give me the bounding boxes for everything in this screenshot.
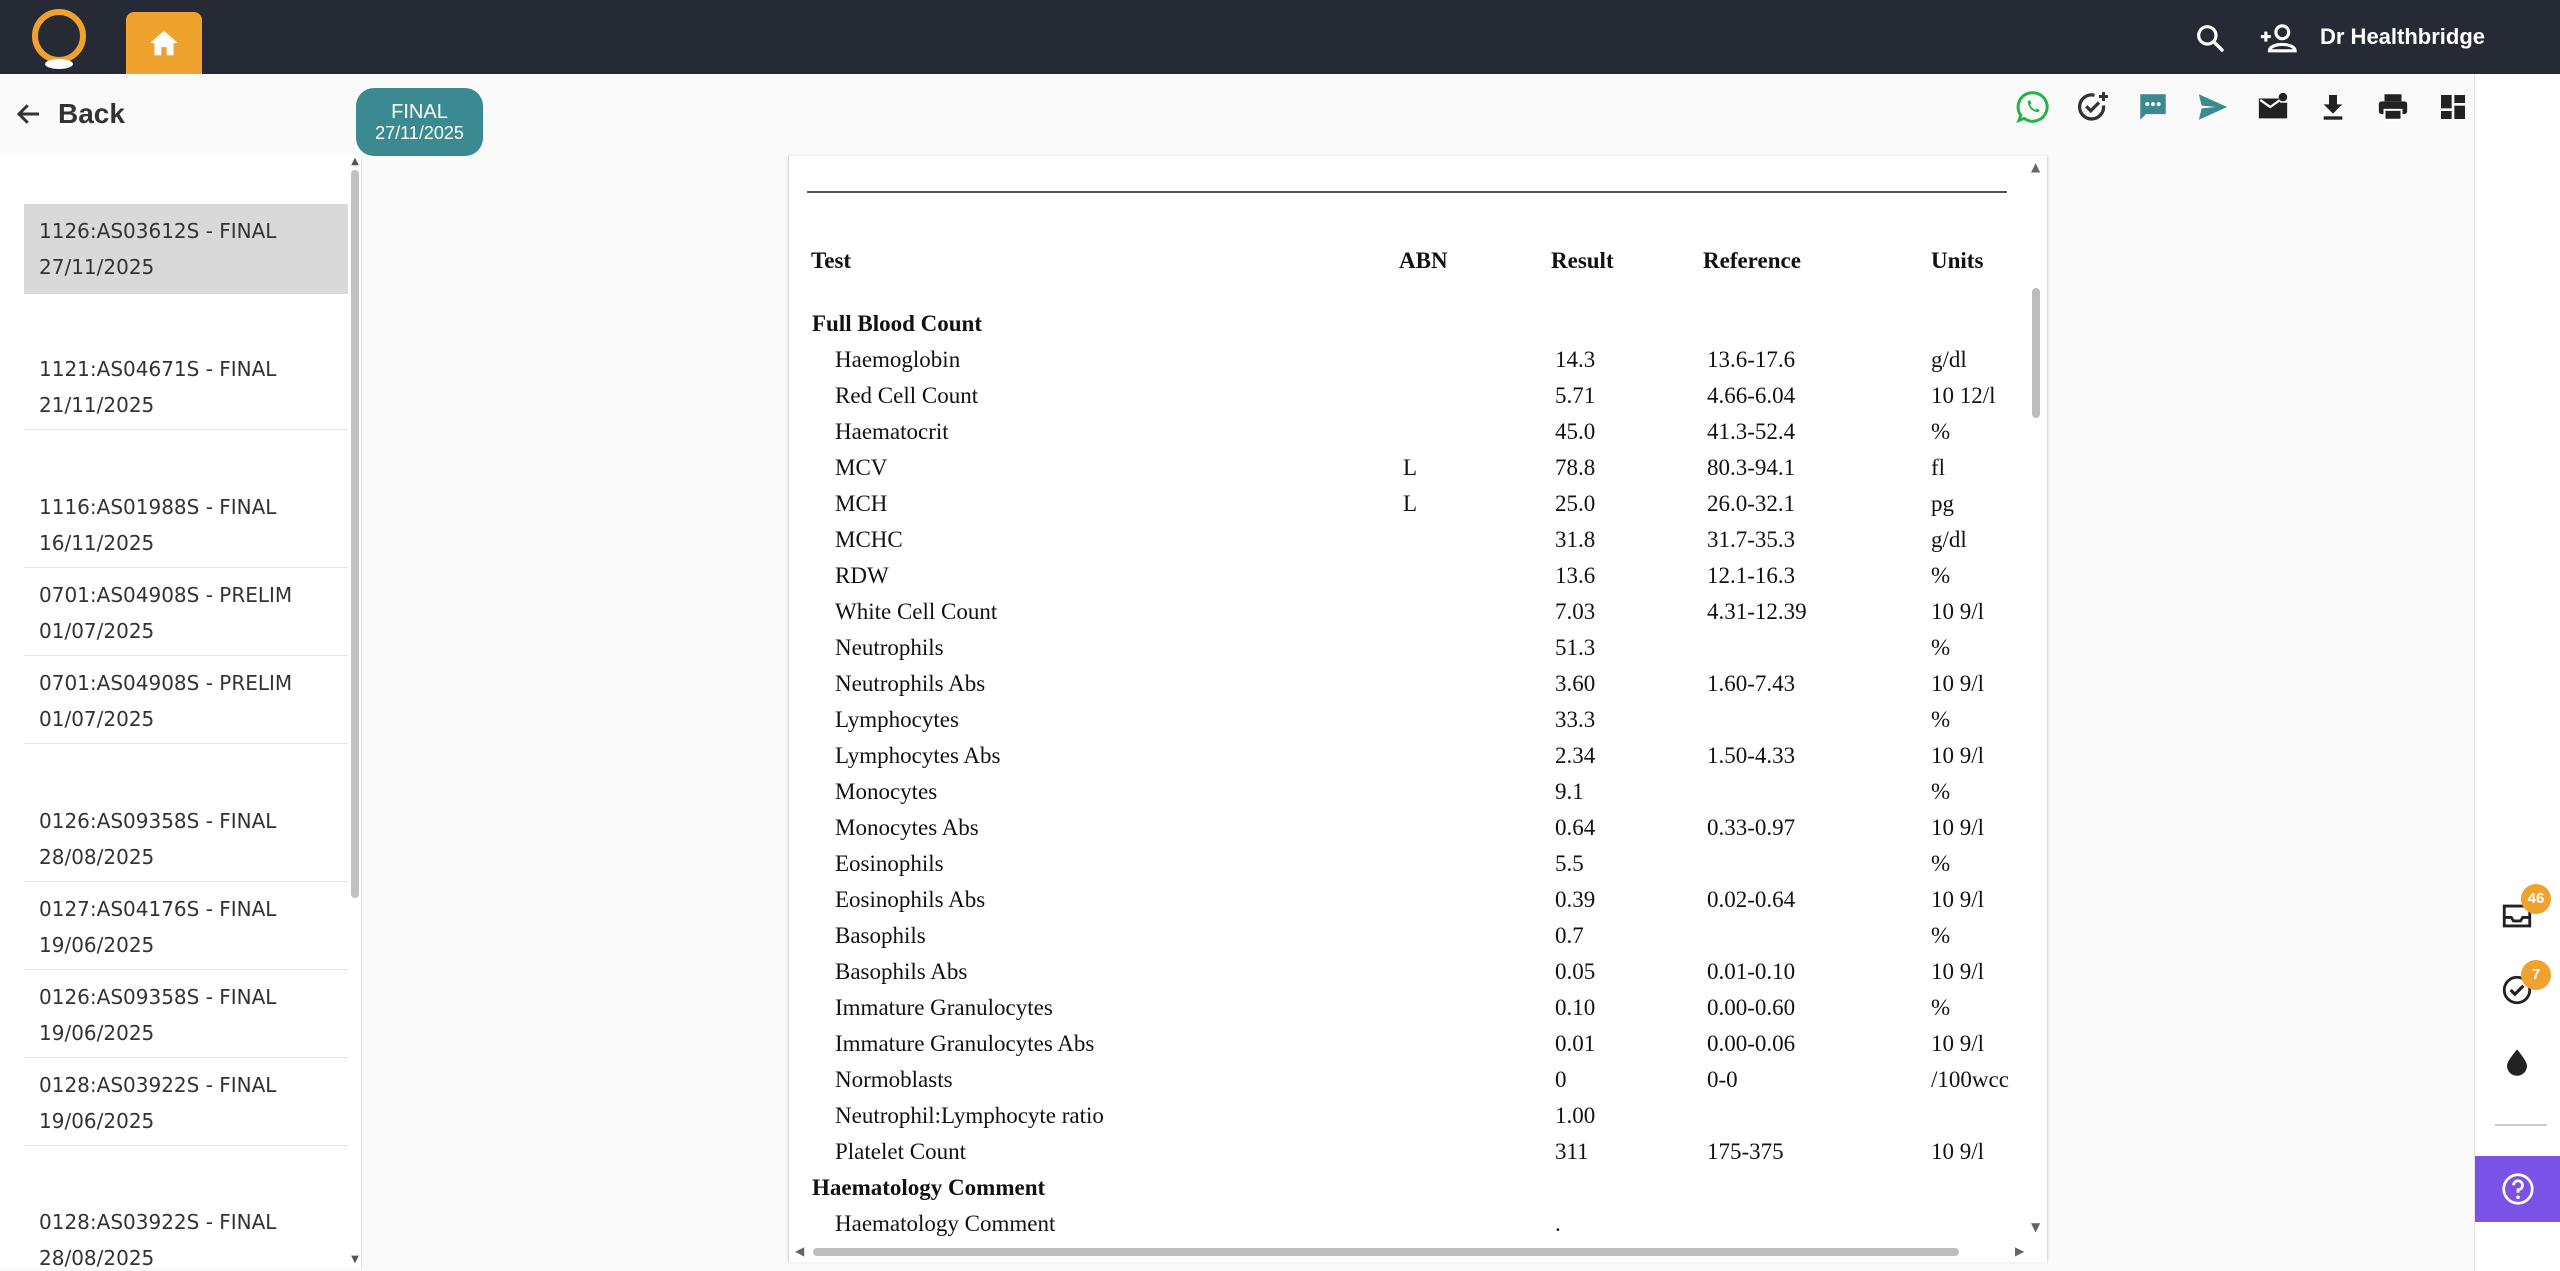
- item-title: 0701:AS04908S - PRELIM: [39, 671, 293, 695]
- status-date: 27/11/2025: [375, 123, 464, 143]
- cell-test: Eosinophils: [835, 851, 944, 876]
- column-header-abn: ABN: [1399, 248, 1448, 273]
- cell-test: Lymphocytes: [835, 707, 959, 732]
- item-date: 21/11/2025: [39, 393, 155, 417]
- list-item[interactable]: [24, 568, 348, 656]
- cell-reference: 4.31-12.39: [1707, 599, 1807, 624]
- list-item[interactable]: [24, 480, 348, 568]
- table-row: [789, 347, 2019, 383]
- dashboard-icon: [2437, 91, 2469, 123]
- item-date: 01/07/2025: [39, 707, 155, 731]
- table-row: [789, 1103, 2019, 1139]
- cell-units: fl: [1931, 455, 1946, 480]
- cell-result: 0.64: [1555, 815, 1596, 840]
- item-date: 28/08/2025: [39, 845, 155, 869]
- item-title: 0128:AS03922S - FINAL: [39, 1210, 277, 1234]
- table-row: [789, 959, 2019, 995]
- cell-result: 0.39: [1555, 887, 1596, 912]
- send-button[interactable]: [2184, 88, 2242, 126]
- cell-result: 0.05: [1555, 959, 1596, 984]
- cell-test: Haematocrit: [835, 419, 949, 444]
- scroll-left-arrow-icon[interactable]: ◀: [795, 1244, 805, 1258]
- cell-units: %: [1931, 635, 1951, 660]
- cell-result: 31.8: [1555, 527, 1596, 552]
- cell-units: 10 9/l: [1931, 1031, 1985, 1056]
- cell-test: Platelet Count: [835, 1139, 966, 1164]
- table-row: [789, 563, 2019, 599]
- cell-units: %: [1931, 707, 1951, 732]
- cell-result: 13.6: [1555, 563, 1596, 588]
- item-date: 19/06/2025: [39, 933, 155, 957]
- document-scroll-thumb[interactable]: [2032, 288, 2040, 418]
- scroll-up-arrow-icon[interactable]: ▲: [351, 156, 359, 167]
- report-toolbar: [2004, 88, 2484, 126]
- search-icon: [2194, 22, 2226, 54]
- list-item[interactable]: [24, 656, 348, 744]
- cell-result: 2.34: [1555, 743, 1596, 768]
- list-item[interactable]: [24, 204, 348, 294]
- cell-units: 10 9/l: [1931, 671, 1985, 696]
- search-button[interactable]: [2194, 22, 2226, 54]
- item-date: 19/06/2025: [39, 1109, 155, 1133]
- cell-reference: 31.7-35.3: [1707, 527, 1796, 552]
- cell-test: Basophils: [835, 923, 926, 948]
- column-header-test: Test: [811, 248, 852, 273]
- user-name[interactable]: Dr Healthbridge: [2320, 24, 2486, 49]
- cell-test: Immature Granulocytes: [835, 995, 1053, 1020]
- cell-result: 7.03: [1555, 599, 1596, 624]
- whatsapp-icon: [2015, 89, 2051, 125]
- message-button[interactable]: [2124, 88, 2182, 126]
- table-row: [789, 527, 2019, 563]
- cell-test: White Cell Count: [835, 599, 998, 624]
- table-row: [789, 1067, 2019, 1103]
- column-header-reference: Reference: [1703, 248, 1801, 273]
- approve-button[interactable]: [2064, 88, 2122, 126]
- status-label: FINAL: [391, 101, 448, 123]
- cell-test: Monocytes Abs: [835, 815, 979, 840]
- cell-result: 5.5: [1555, 851, 1584, 876]
- table-row: [789, 1139, 2019, 1175]
- table-row: [789, 419, 2019, 455]
- cell-test: Haemoglobin: [835, 347, 961, 372]
- cell-result: 0: [1555, 1067, 1567, 1092]
- cell-reference: 0.00-0.60: [1707, 995, 1796, 1020]
- cell-reference: 0.00-0.06: [1707, 1031, 1796, 1056]
- cell-test: Basophils Abs: [835, 959, 968, 984]
- drop-icon: [2502, 1047, 2532, 1077]
- rail-divider: [2495, 1124, 2547, 1126]
- cell-test: Monocytes: [835, 779, 938, 804]
- cell-test: Immature Granulocytes Abs: [835, 1031, 1095, 1056]
- whatsapp-button[interactable]: [2004, 88, 2062, 126]
- table-row: [789, 383, 2019, 419]
- document-vertical-scrollbar[interactable]: [2025, 156, 2045, 1246]
- scroll-right-arrow-icon[interactable]: ▶: [2015, 1244, 2025, 1258]
- cell-units: 10 9/l: [1931, 959, 1985, 984]
- add-user-button[interactable]: [2258, 20, 2298, 56]
- cell-reference: 175-375: [1707, 1139, 1784, 1164]
- section-title: Full Blood Count: [812, 311, 982, 336]
- item-title: 0127:AS04176S - FINAL: [39, 897, 277, 921]
- item-date: 01/07/2025: [39, 619, 155, 643]
- cell-result: 78.8: [1555, 455, 1596, 480]
- document-horizontal-scrollbar[interactable]: [789, 1242, 2029, 1262]
- cell-test: Normoblasts: [835, 1067, 953, 1092]
- cell-reference: 0-0: [1707, 1067, 1738, 1092]
- cell-result: 14.3: [1555, 347, 1596, 372]
- cell-result: 51.3: [1555, 635, 1596, 660]
- help-button[interactable]: [2475, 1156, 2560, 1222]
- sidebar-scrollbar[interactable]: [350, 156, 360, 1268]
- cell-reference: 0.33-0.97: [1707, 815, 1796, 840]
- table-row: [789, 707, 2019, 743]
- item-title: 0701:AS04908S - PRELIM: [39, 583, 293, 607]
- cell-result: 25.0: [1555, 491, 1596, 516]
- cell-units: 10 12/l: [1931, 383, 1996, 408]
- table-row: [789, 1031, 2019, 1067]
- list-item[interactable]: [24, 882, 348, 970]
- cell-reference: 80.3-94.1: [1707, 455, 1796, 480]
- print-icon: [2376, 90, 2410, 124]
- table-row: [789, 599, 2019, 635]
- back-label: Back: [58, 98, 125, 129]
- table-row: [789, 923, 2019, 959]
- cell-units: g/dl: [1931, 347, 1967, 372]
- report-document: [788, 156, 2048, 1262]
- table-row: [789, 635, 2019, 671]
- list-item[interactable]: [24, 1195, 348, 1271]
- cell-result: .: [1555, 1211, 1561, 1236]
- cell-abn: L: [1403, 455, 1418, 480]
- message-icon: [2136, 90, 2170, 124]
- item-date: 27/11/2025: [39, 255, 155, 279]
- item-date: 28/08/2025: [39, 1246, 155, 1270]
- table-row: [789, 671, 2019, 707]
- cell-units: %: [1931, 995, 1951, 1020]
- table-row: [789, 455, 2019, 491]
- item-date: 16/11/2025: [39, 531, 155, 555]
- arrow-left-icon: [14, 99, 44, 129]
- list-item[interactable]: [24, 970, 348, 1058]
- cell-result: 9.1: [1555, 779, 1584, 804]
- table-row: [789, 743, 2019, 779]
- cell-test: Lymphocytes Abs: [835, 743, 1001, 768]
- cell-reference: 1.60-7.43: [1707, 671, 1796, 696]
- cell-reference: 1.50-4.33: [1707, 743, 1796, 768]
- item-title: 0128:AS03922S - FINAL: [39, 1073, 277, 1097]
- list-item[interactable]: [24, 794, 348, 882]
- cell-result: 5.71: [1555, 383, 1596, 408]
- home-button[interactable]: [126, 12, 202, 74]
- cell-test: Eosinophils Abs: [835, 887, 986, 912]
- cell-reference: 26.0-32.1: [1707, 491, 1796, 516]
- cell-result: 311: [1555, 1139, 1589, 1164]
- download-icon: [2317, 91, 2349, 123]
- mail-icon: [2256, 90, 2290, 124]
- cell-units: /100wcc: [1931, 1067, 2009, 1092]
- column-header-result: Result: [1551, 248, 1614, 273]
- blood-button[interactable]: [2497, 1042, 2537, 1082]
- email-button[interactable]: [2244, 88, 2302, 126]
- item-date: 19/06/2025: [39, 1021, 155, 1045]
- top-bar: [0, 0, 2560, 74]
- cell-units: 10 9/l: [1931, 1139, 1985, 1164]
- document-hscroll-thumb[interactable]: [813, 1248, 1959, 1256]
- cell-units: 10 9/l: [1931, 599, 1985, 624]
- cell-units: 10 9/l: [1931, 743, 1985, 768]
- cell-test: MCHC: [835, 527, 903, 552]
- cell-result: 3.60: [1555, 671, 1596, 696]
- cell-result: 0.01: [1555, 1031, 1596, 1056]
- cell-units: %: [1931, 563, 1951, 588]
- scroll-up-arrow-icon[interactable]: ▲: [2031, 160, 2041, 174]
- cell-test: RDW: [835, 563, 889, 588]
- right-rail: [2474, 74, 2560, 1271]
- cell-test: MCV: [835, 455, 888, 480]
- table-row: [789, 995, 2019, 1031]
- cell-test: MCH: [835, 491, 888, 516]
- scroll-down-arrow-icon[interactable]: ▼: [351, 1254, 359, 1265]
- cell-test: Neutrophils Abs: [835, 671, 986, 696]
- tasks-count-badge: 7: [2521, 960, 2551, 990]
- back-button[interactable]: [14, 98, 125, 130]
- table-row: [789, 779, 2019, 815]
- cell-reference: 0.02-0.64: [1707, 887, 1796, 912]
- sidebar-scroll-thumb[interactable]: [351, 170, 359, 898]
- print-button[interactable]: [2364, 88, 2422, 126]
- item-title: 0126:AS09358S - FINAL: [39, 985, 277, 1009]
- cell-units: g/dl: [1931, 527, 1967, 552]
- cell-test: Neutrophil:Lymphocyte ratio: [835, 1103, 1104, 1128]
- cell-test: Neutrophils: [835, 635, 944, 660]
- cell-units: %: [1931, 851, 1951, 876]
- cell-units: %: [1931, 419, 1951, 444]
- cell-reference: 0.01-0.10: [1707, 959, 1796, 984]
- cell-result: 45.0: [1555, 419, 1596, 444]
- cell-units: pg: [1931, 491, 1954, 516]
- add-user-icon: [2258, 20, 2298, 56]
- home-icon: [147, 28, 181, 58]
- scroll-down-arrow-icon[interactable]: ▼: [2031, 1220, 2041, 1234]
- cell-units: %: [1931, 923, 1951, 948]
- cell-test: Haematology Comment: [835, 1211, 1056, 1236]
- cell-reference: 13.6-17.6: [1707, 347, 1796, 372]
- item-title: 1121:AS04671S - FINAL: [39, 357, 277, 381]
- app-logo[interactable]: [26, 6, 92, 72]
- cell-reference: 41.3-52.4: [1707, 419, 1796, 444]
- download-button[interactable]: [2304, 88, 2362, 126]
- cell-result: 33.3: [1555, 707, 1596, 732]
- section-title: Haematology Comment: [812, 1175, 1046, 1200]
- check-add-icon: [2075, 89, 2111, 125]
- header-divider: [807, 191, 2007, 193]
- cell-units: %: [1931, 779, 1951, 804]
- table-row: [789, 887, 2019, 923]
- item-title: 1116:AS01988S - FINAL: [39, 495, 277, 519]
- cell-abn: L: [1403, 491, 1418, 516]
- cell-reference: 4.66-6.04: [1707, 383, 1796, 408]
- help-icon: [2500, 1171, 2536, 1207]
- item-title: 0126:AS09358S - FINAL: [39, 809, 277, 833]
- table-row: [789, 491, 2019, 527]
- cell-reference: 12.1-16.3: [1707, 563, 1796, 588]
- report-history-sidebar: [0, 156, 362, 1268]
- cell-result: 0.7: [1555, 923, 1584, 948]
- status-badge: [356, 88, 483, 156]
- table-row: [789, 815, 2019, 851]
- cell-result: 1.00: [1555, 1103, 1596, 1128]
- cell-result: 0.10: [1555, 995, 1596, 1020]
- cell-units: 10 9/l: [1931, 815, 1985, 840]
- cell-units: 10 9/l: [1931, 887, 1985, 912]
- item-title: 1126:AS03612S - FINAL: [39, 219, 277, 243]
- column-header-units: Units: [1931, 248, 1984, 273]
- send-icon: [2196, 90, 2230, 124]
- cell-test: Red Cell Count: [835, 383, 979, 408]
- table-row: [789, 851, 2019, 887]
- list-item[interactable]: [24, 342, 348, 430]
- inbox-count-badge: 46: [2521, 884, 2551, 914]
- list-item[interactable]: [24, 1058, 348, 1146]
